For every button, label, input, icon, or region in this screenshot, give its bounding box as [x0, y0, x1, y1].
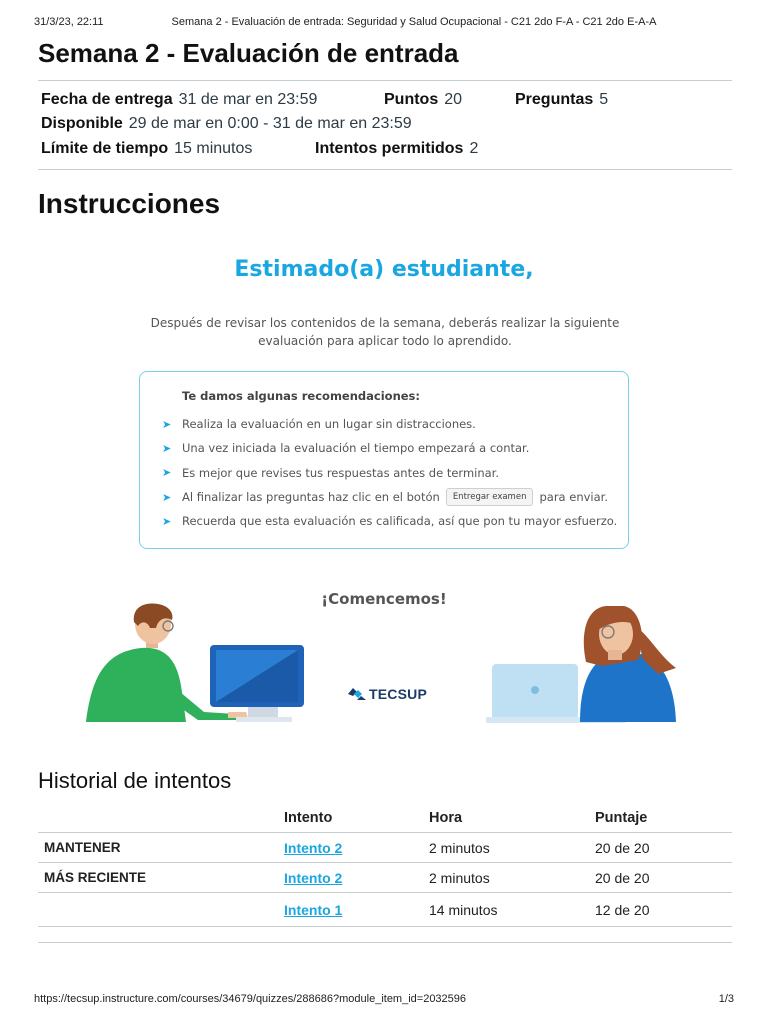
attempt-status [38, 893, 284, 927]
points-value: 20 [444, 91, 463, 108]
table-header-row [38, 804, 732, 833]
list-item: ➤ Una vez iniciada la evaluación el tiempo empezará a contar. [162, 441, 530, 456]
availability [41, 115, 412, 133]
questions-label: Preguntas [515, 91, 594, 108]
student-laptop-illustration [486, 606, 676, 723]
arrow-right-icon: ➤ [162, 441, 172, 455]
students-illustration [86, 600, 686, 725]
questions-value: 5 [599, 91, 609, 108]
attempt-link[interactable]: Intento 1 [284, 901, 343, 918]
page-number: 1/3 [718, 993, 734, 1005]
history-title: Historial de intentos [38, 768, 232, 793]
divider [38, 942, 732, 943]
attempt-score: 20 de 20 [595, 833, 732, 863]
attempt-link[interactable]: Intento 2 [284, 839, 343, 856]
time-limit-label: Límite de tiempo [41, 140, 169, 157]
print-title: Semana 2 - Evaluación de entrada: Seguridad y Salud Ocupacional - C21 2do F-A - C21 2do E-A-A [171, 16, 657, 28]
points [384, 91, 462, 109]
attempts-value: 2 [469, 140, 479, 157]
attempt-cell [284, 833, 429, 863]
tecsup-logo [348, 686, 427, 702]
page-url: https://tecsup.instructure.com/courses/34679/quizzes/288686?module_item_id=2032596 [34, 993, 467, 1005]
points-label: Puntos [384, 91, 439, 108]
greeting: Estimado(a) estudiante, [234, 257, 534, 282]
due-date [41, 91, 317, 109]
arrow-right-icon: ➤ [162, 466, 172, 480]
divider [38, 169, 732, 170]
instructions-heading: Instrucciones [38, 188, 221, 219]
list-item: ➤ Al finalizar las preguntas haz clic en el botón Entregar examen para enviar. [162, 490, 608, 505]
column-header-score: Puntaje [595, 804, 732, 833]
attempt-link[interactable]: Intento 2 [284, 869, 343, 886]
allowed-attempts [315, 140, 478, 158]
recommendations-box [139, 371, 629, 549]
recommendations-list [162, 412, 617, 533]
table-row [38, 893, 732, 927]
arrow-right-icon: ➤ [162, 490, 172, 504]
attempts-label: Intentos permitidos [315, 140, 464, 157]
attempt-status: MÁS RECIENTE [38, 863, 284, 893]
intro-text: Después de revisar los contenidos de la semana, deberás realizar la siguiente evaluación para aplicar todo lo aprendido. [150, 316, 620, 348]
attempt-cell [284, 893, 429, 927]
list-item: ➤ Realiza la evaluación en un lugar sin distracciones. [162, 417, 476, 432]
attempts-history-table [38, 804, 732, 927]
column-header-attempt: Intento [284, 804, 429, 833]
attempt-cell [284, 863, 429, 893]
attempt-status: MANTENER [38, 833, 284, 863]
arrow-right-icon: ➤ [162, 514, 172, 528]
start-text: ¡Comencemos! [321, 590, 447, 608]
attempt-time: 2 minutos [429, 833, 595, 863]
due-value: 31 de mar en 23:59 [178, 91, 318, 108]
available-value: 29 de mar en 0:00 - 31 de mar en 23:59 [128, 115, 412, 132]
attempt-score: 20 de 20 [595, 863, 732, 893]
print-footer [34, 993, 734, 1005]
attempt-score: 12 de 20 [595, 893, 732, 927]
due-label: Fecha de entrega [41, 91, 173, 108]
attempt-time: 14 minutos [429, 893, 595, 927]
list-item: ➤ Recuerda que esta evaluación es calificada, así que pon tu mayor esfuerzo. [162, 514, 618, 529]
column-header-time: Hora [429, 804, 595, 833]
divider [38, 80, 732, 81]
table-row [38, 833, 732, 863]
tecsup-logo-text: TECSUP [369, 686, 427, 702]
time-limit-value: 15 minutos [174, 140, 253, 157]
print-header [34, 16, 734, 30]
time-limit [41, 140, 252, 158]
tecsup-logo-icon [348, 686, 366, 702]
submit-exam-chip: Entregar examen [446, 488, 534, 506]
student-desktop-illustration [86, 604, 304, 722]
print-date: 31/3/23, 22:11 [34, 16, 104, 28]
recommendations-title: Te damos algunas recomendaciones: [182, 389, 421, 403]
attempt-time: 2 minutos [429, 863, 595, 893]
page-title: Semana 2 - Evaluación de entrada [38, 38, 459, 68]
questions [515, 91, 608, 109]
list-item: ➤ Es mejor que revises tus respuestas antes de terminar. [162, 465, 500, 480]
table-row [38, 863, 732, 893]
arrow-right-icon: ➤ [162, 417, 172, 431]
column-header-label [38, 804, 284, 833]
available-label: Disponible [41, 115, 123, 132]
